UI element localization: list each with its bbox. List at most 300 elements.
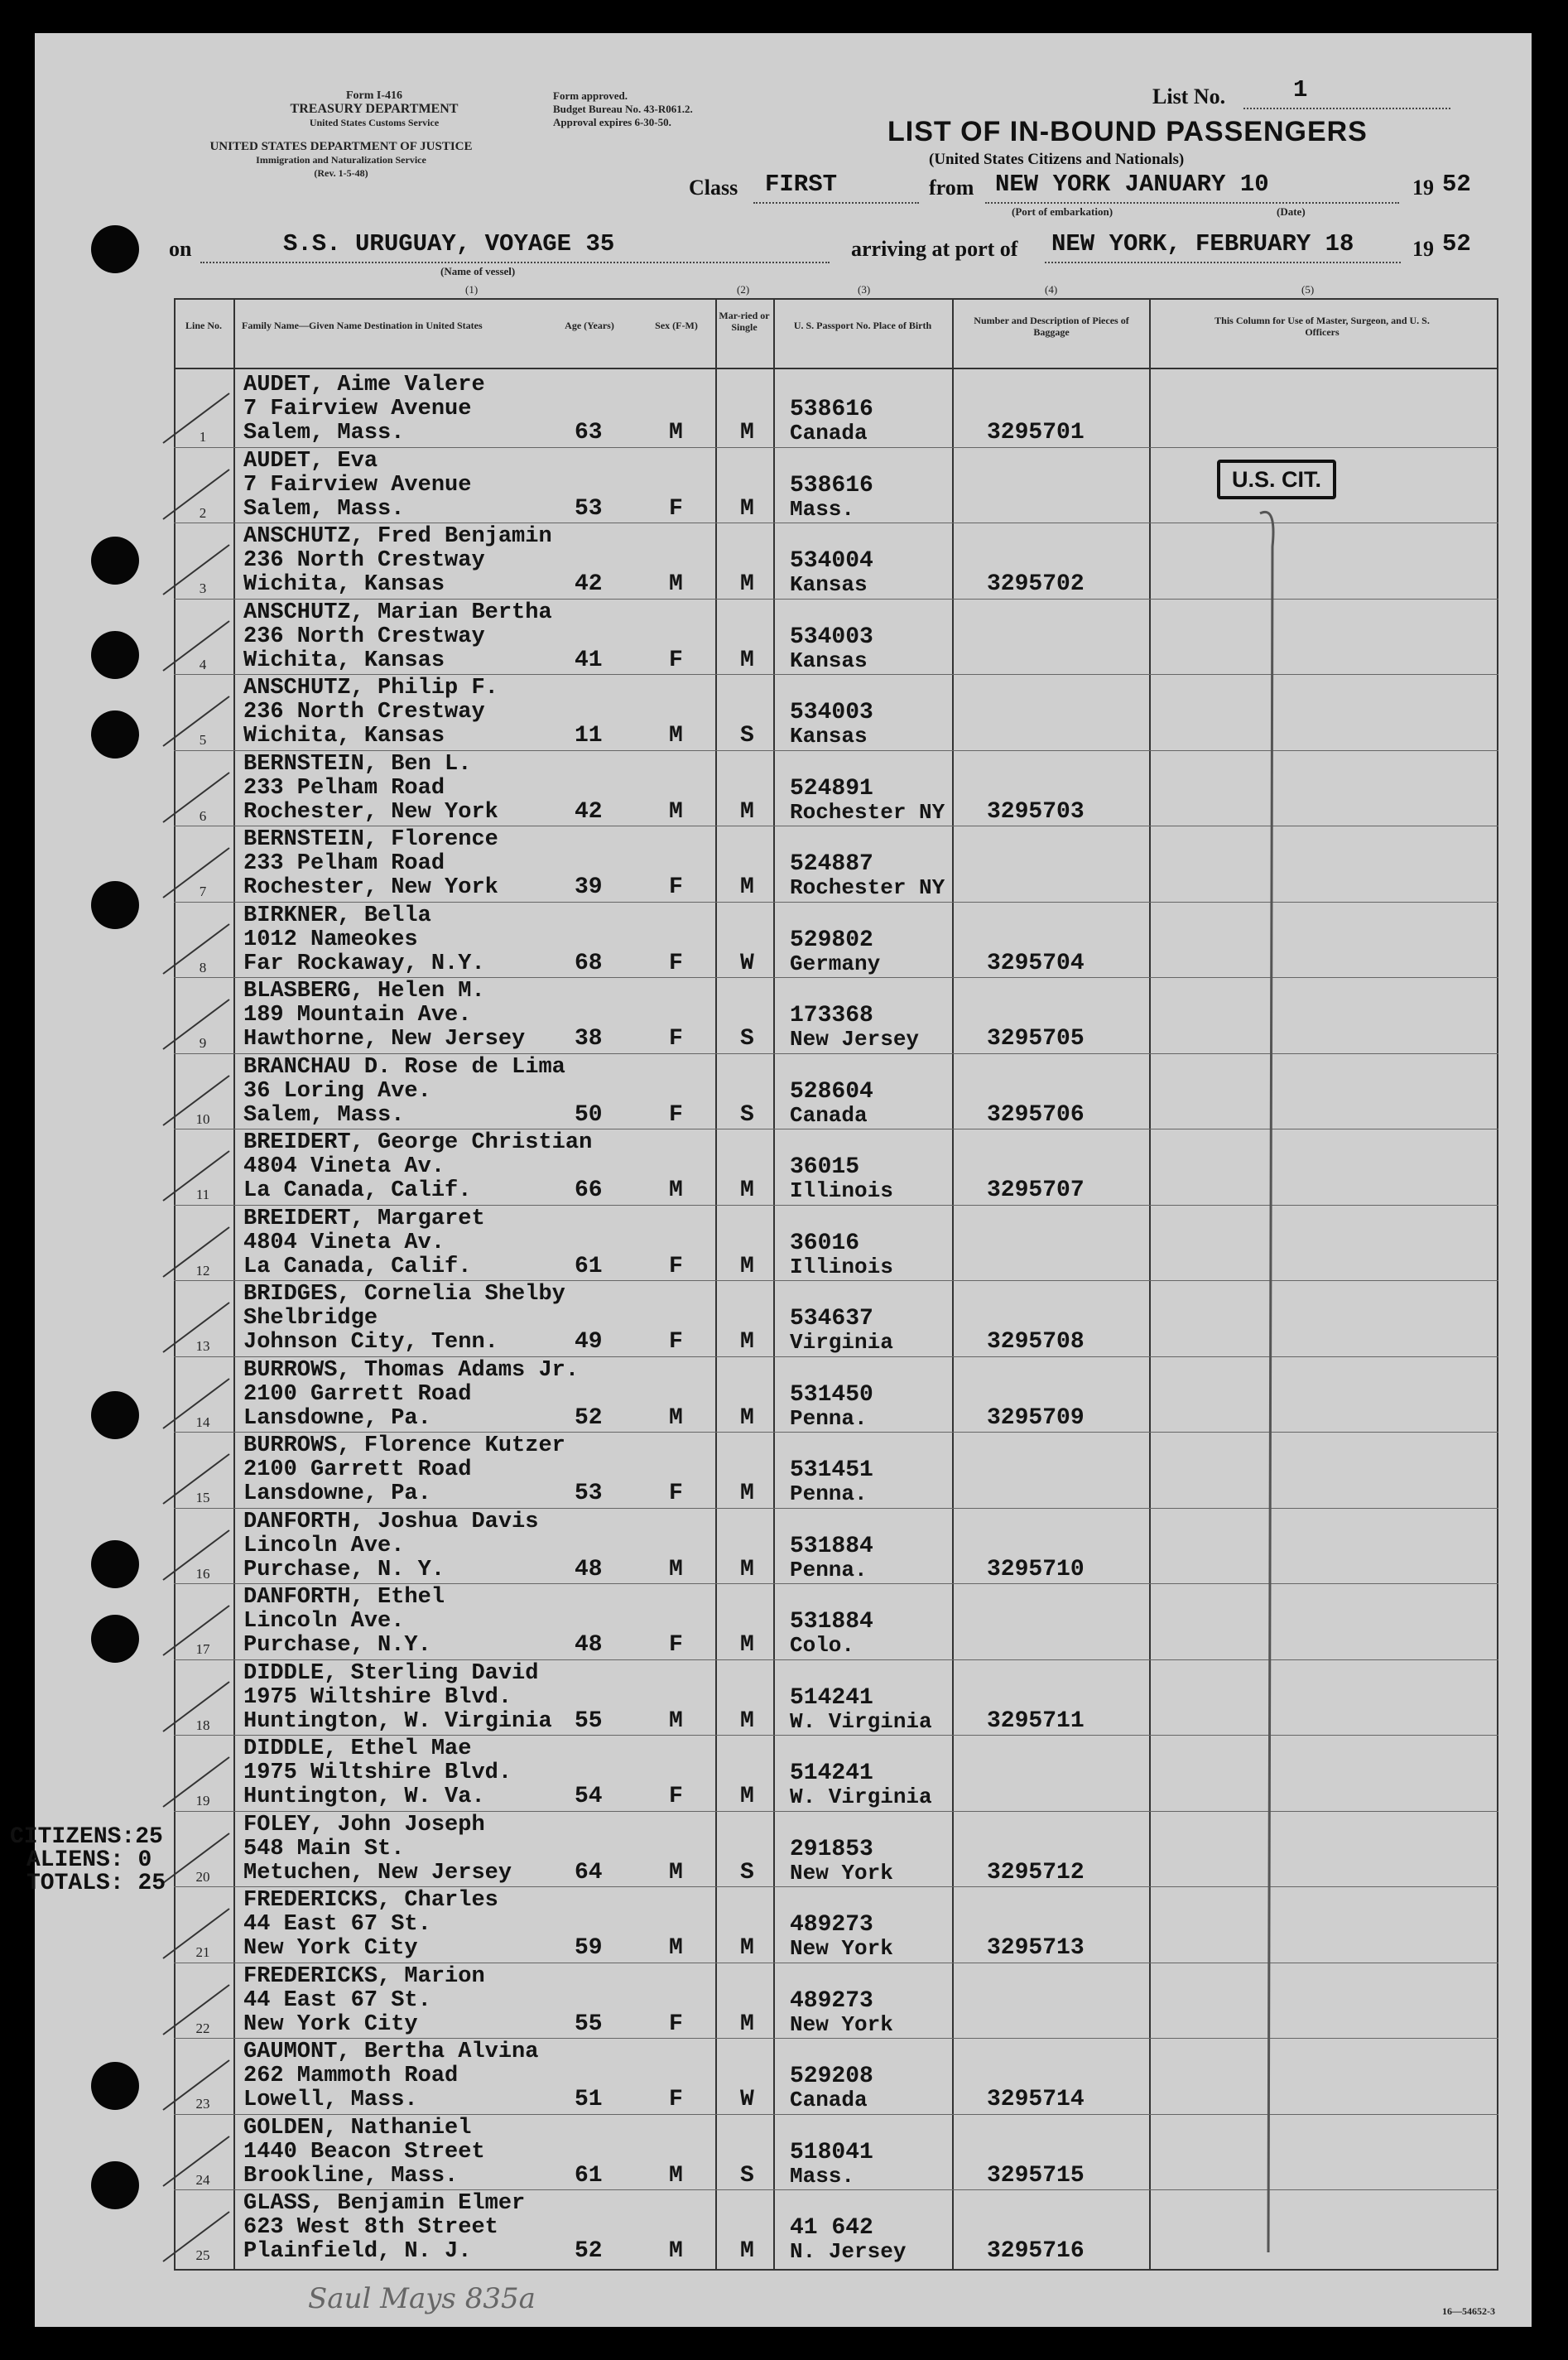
passenger-name: BREIDERT, Margaret bbox=[243, 1206, 485, 1231]
passenger-city: Wichita, Kansas bbox=[243, 724, 445, 749]
line-number: 17 bbox=[195, 1641, 210, 1657]
passenger-marital: M bbox=[740, 1784, 754, 1809]
passport-number: 36015 bbox=[790, 1154, 860, 1180]
col-header-line-no: Line No. bbox=[185, 320, 222, 331]
page-subtitle: (United States Citizens and Nationals) bbox=[929, 151, 1185, 168]
approval-expiry: Approval expires 6-30-50. bbox=[553, 116, 671, 128]
passenger-city: Brookline, Mass. bbox=[243, 2163, 459, 2189]
passenger-city: Metuchen, New Jersey bbox=[243, 1860, 512, 1886]
check-mark-icon bbox=[159, 995, 233, 1053]
passenger-marital: M bbox=[740, 1556, 754, 1582]
row-divider bbox=[174, 1811, 1498, 1812]
row-divider bbox=[174, 1659, 1498, 1660]
passenger-city: Far Rockaway, N.Y. bbox=[243, 951, 485, 976]
vessel-caption: (Name of vessel) bbox=[440, 265, 516, 277]
from-label: from bbox=[929, 176, 974, 200]
passenger-name: BREIDERT, George Christian bbox=[243, 1130, 593, 1155]
row-divider bbox=[174, 1583, 1498, 1584]
arriving-label: arriving at port of bbox=[851, 237, 1018, 261]
passenger-age: 68 bbox=[575, 950, 603, 976]
punch-hole bbox=[91, 1615, 139, 1663]
officer-check-line bbox=[1227, 497, 1293, 2269]
place-of-birth: Rochester NY bbox=[790, 875, 945, 900]
col-divider bbox=[233, 298, 235, 2271]
row-divider bbox=[174, 750, 1498, 751]
passenger-name: DANFORTH, Joshua Davis bbox=[243, 1509, 539, 1534]
passenger-address: 233 Pelham Road bbox=[243, 775, 445, 801]
passenger-marital: M bbox=[740, 1481, 754, 1506]
baggage-number: 3295714 bbox=[987, 2087, 1085, 2112]
check-mark-icon bbox=[159, 1298, 233, 1356]
passenger-city: Purchase, N. Y. bbox=[243, 1557, 445, 1582]
place-of-birth: Penna. bbox=[790, 1481, 868, 1506]
check-mark-icon bbox=[159, 1981, 233, 2039]
department-name: TREASURY DEPARTMENT bbox=[290, 102, 459, 116]
check-mark-icon bbox=[159, 1450, 233, 1508]
line-number: 21 bbox=[195, 1944, 210, 1960]
row-divider bbox=[174, 599, 1498, 600]
passport-number: 531451 bbox=[790, 1457, 873, 1483]
table-bottom-border bbox=[174, 2269, 1498, 2271]
handwritten-signature: Saul Mays 835a bbox=[308, 2282, 536, 2315]
passenger-age: 59 bbox=[575, 1935, 603, 1961]
passport-number: 524891 bbox=[790, 775, 873, 802]
passport-number: 41 642 bbox=[790, 2215, 873, 2241]
year-prefix: 19 bbox=[1412, 176, 1434, 200]
row-divider bbox=[174, 1432, 1498, 1433]
col-header-baggage: Number and Description of Pieces of Baggage bbox=[974, 315, 1129, 338]
passenger-marital: S bbox=[740, 1026, 754, 1052]
passenger-address: 236 North Crestway bbox=[243, 624, 485, 649]
table-top-border bbox=[174, 298, 1498, 300]
place-of-birth: Virginia bbox=[790, 1330, 893, 1355]
passport-number: 531884 bbox=[790, 1533, 873, 1559]
passenger-address: 189 Mountain Ave. bbox=[243, 1003, 472, 1028]
passenger-sex: F bbox=[669, 1632, 683, 1658]
baggage-number: 3295709 bbox=[987, 1404, 1085, 1431]
check-mark-icon bbox=[159, 1601, 233, 1659]
class-line bbox=[753, 202, 919, 204]
passenger-age: 52 bbox=[575, 1404, 603, 1431]
row-divider bbox=[174, 447, 1498, 448]
place-of-birth: New Jersey bbox=[790, 1027, 920, 1052]
passenger-marital: M bbox=[740, 1707, 754, 1734]
passport-number: 529208 bbox=[790, 2064, 873, 2089]
us-citizen-stamp: U.S. CIT. bbox=[1217, 460, 1336, 499]
passenger-marital: M bbox=[740, 1404, 754, 1431]
passenger-city: La Canada, Calif. bbox=[243, 1254, 472, 1279]
row-divider bbox=[174, 1508, 1498, 1509]
passenger-name: BERNSTEIN, Florence bbox=[243, 827, 498, 852]
baggage-number: 3295702 bbox=[987, 571, 1085, 597]
passenger-sex: M bbox=[669, 723, 683, 749]
col-divider bbox=[1497, 298, 1498, 2271]
punch-hole bbox=[91, 710, 139, 759]
vessel-line bbox=[200, 262, 830, 263]
passenger-sex: F bbox=[669, 1329, 683, 1355]
baggage-number: 3295703 bbox=[987, 798, 1085, 825]
col-divider bbox=[1149, 298, 1151, 2271]
passenger-address: Lincoln Ave. bbox=[243, 1609, 405, 1634]
baggage-number: 3295705 bbox=[987, 1026, 1085, 1052]
arrival-line bbox=[1045, 262, 1401, 263]
punch-hole bbox=[91, 2062, 139, 2110]
passenger-address: 7 Fairview Avenue bbox=[243, 397, 472, 421]
passenger-sex: F bbox=[669, 1784, 683, 1809]
passenger-city: Wichita, Kansas bbox=[243, 572, 445, 597]
check-mark-icon bbox=[159, 1375, 233, 1433]
passenger-address: 236 North Crestway bbox=[243, 548, 485, 573]
place-of-birth: Canada bbox=[790, 1102, 868, 1128]
passenger-city: Salem, Mass. bbox=[243, 421, 405, 446]
passenger-address: 236 North Crestway bbox=[243, 700, 485, 725]
passenger-age: 64 bbox=[575, 1859, 603, 1886]
list-no-label: List No. bbox=[1152, 84, 1226, 108]
passenger-marital: M bbox=[740, 1329, 754, 1355]
passenger-age: 53 bbox=[575, 495, 603, 522]
passenger-marital: M bbox=[740, 495, 754, 522]
passenger-address: 4804 Vineta Av. bbox=[243, 1230, 445, 1255]
check-mark-icon bbox=[159, 1829, 233, 1887]
passenger-city: Lowell, Mass. bbox=[243, 2088, 418, 2112]
footer-code: 16—54652-3 bbox=[1442, 2305, 1495, 2317]
passport-number: 291853 bbox=[790, 1836, 873, 1862]
line-number: 13 bbox=[195, 1338, 210, 1354]
passenger-city: Rochester, New York bbox=[243, 799, 498, 825]
passenger-address: Lincoln Ave. bbox=[243, 1533, 405, 1558]
col-num-5: (5) bbox=[1301, 283, 1315, 296]
passenger-age: 42 bbox=[575, 571, 603, 597]
row-divider bbox=[174, 2189, 1498, 2190]
place-of-birth: W. Virginia bbox=[790, 1784, 932, 1809]
passenger-marital: M bbox=[740, 874, 754, 900]
baggage-number: 3295712 bbox=[987, 1859, 1085, 1886]
passport-number: 534004 bbox=[790, 548, 873, 574]
check-mark-icon bbox=[159, 465, 233, 523]
passenger-address: 36 Loring Ave. bbox=[243, 1078, 431, 1104]
punch-hole bbox=[91, 1391, 139, 1439]
passenger-age: 61 bbox=[575, 1253, 603, 1279]
passenger-sex: M bbox=[669, 420, 683, 446]
place-of-birth: Germany bbox=[790, 951, 881, 976]
line-number: 19 bbox=[195, 1793, 210, 1809]
passenger-city: Salem, Mass. bbox=[243, 496, 405, 522]
citizens-total bbox=[10, 1826, 163, 1849]
list-no-line bbox=[1243, 108, 1450, 109]
passport-number: 534003 bbox=[790, 624, 873, 650]
passenger-age: 11 bbox=[575, 723, 603, 749]
form-revision: (Rev. 1-5-48) bbox=[314, 167, 368, 179]
passenger-name: ANSCHUTZ, Philip F. bbox=[243, 676, 498, 701]
passport-number: 36016 bbox=[790, 1230, 860, 1256]
passenger-sex: M bbox=[669, 1178, 683, 1203]
place-of-birth: Canada bbox=[790, 2088, 868, 2112]
line-number: 12 bbox=[195, 1262, 210, 1279]
line-number: 7 bbox=[199, 884, 207, 899]
place-of-birth: W. Virginia bbox=[790, 1708, 932, 1734]
aliens-total bbox=[26, 1849, 152, 1872]
passenger-city: New York City bbox=[243, 2011, 418, 2037]
passenger-sex: F bbox=[669, 2011, 683, 2037]
passenger-sex: F bbox=[669, 1026, 683, 1052]
row-divider bbox=[174, 1205, 1498, 1206]
form-number: Form I-416 bbox=[345, 89, 403, 102]
citizens-count: 25 bbox=[135, 1824, 163, 1850]
passenger-name: BERNSTEIN, Ben L. bbox=[243, 751, 472, 777]
passport-number: 531450 bbox=[790, 1381, 873, 1408]
passenger-age: 52 bbox=[575, 2238, 603, 2264]
passport-number: 534003 bbox=[790, 700, 873, 725]
passport-number: 524887 bbox=[790, 851, 873, 877]
passenger-sex: M bbox=[669, 1935, 683, 1961]
date-caption: (Date) bbox=[1277, 205, 1306, 218]
row-divider bbox=[174, 674, 1498, 675]
passport-number: 514241 bbox=[790, 1760, 873, 1786]
check-mark-icon bbox=[159, 2132, 233, 2190]
passenger-city: Lansdowne, Pa. bbox=[243, 1481, 431, 1506]
passenger-name: FOLEY, John Joseph bbox=[243, 1812, 485, 1837]
row-divider bbox=[174, 1886, 1498, 1887]
passport-number: 528604 bbox=[790, 1078, 873, 1105]
passenger-name: AUDET, Eva bbox=[243, 448, 378, 474]
line-number: 18 bbox=[195, 1717, 210, 1733]
passenger-address: 623 West 8th Street bbox=[243, 2215, 498, 2240]
col-num-3: (3) bbox=[858, 283, 871, 296]
table-header-border bbox=[174, 368, 1498, 369]
passenger-marital: S bbox=[740, 1859, 754, 1886]
place-of-birth: Rochester NY bbox=[790, 799, 945, 825]
passenger-name: BLASBERG, Helen M. bbox=[243, 979, 485, 1004]
vessel-value: S.S. URUGUAY, VOYAGE 35 bbox=[283, 230, 615, 258]
passport-number: 173368 bbox=[790, 1003, 873, 1028]
line-number: 9 bbox=[199, 1035, 207, 1051]
line-number: 1 bbox=[199, 429, 207, 445]
baggage-number: 3295706 bbox=[987, 1101, 1085, 1128]
check-mark-icon bbox=[159, 844, 233, 902]
check-mark-icon bbox=[159, 2056, 233, 2114]
passenger-sex: F bbox=[669, 647, 683, 673]
passport-number: 489273 bbox=[790, 1912, 873, 1938]
passenger-sex: M bbox=[669, 1707, 683, 1734]
passenger-marital: M bbox=[740, 647, 754, 673]
col-num-4: (4) bbox=[1045, 283, 1058, 296]
passenger-name: GLASS, Benjamin Elmer bbox=[243, 2191, 526, 2216]
passenger-sex: F bbox=[669, 2087, 683, 2112]
passenger-address: 2100 Garrett Road bbox=[243, 1457, 472, 1482]
place-of-birth: Penna. bbox=[790, 1557, 868, 1582]
baggage-number: 3295715 bbox=[987, 2162, 1085, 2189]
passenger-city: Johnson City, Tenn. bbox=[243, 1330, 498, 1355]
totals-label: TOTALS: bbox=[26, 1871, 124, 1896]
customs-service: United States Customs Service bbox=[309, 117, 440, 128]
place-of-birth: N. Jersey bbox=[790, 2239, 907, 2264]
check-mark-icon bbox=[159, 1678, 233, 1736]
passenger-address: 262 Mammoth Road bbox=[243, 2064, 459, 2088]
punch-hole bbox=[91, 225, 139, 273]
passenger-city: Plainfield, N. J. bbox=[243, 2239, 472, 2264]
passenger-name: DIDDLE, Ethel Mae bbox=[243, 1736, 472, 1761]
aliens-count: 0 bbox=[137, 1847, 152, 1873]
passenger-city: Hawthorne, New Jersey bbox=[243, 1027, 526, 1052]
passenger-address: 1440 Beacon Street bbox=[243, 2139, 485, 2165]
passenger-sex: F bbox=[669, 1101, 683, 1128]
check-mark-icon bbox=[159, 2208, 233, 2266]
baggage-number: 3295716 bbox=[987, 2238, 1085, 2264]
row-divider bbox=[174, 1280, 1498, 1281]
passenger-address: 44 East 67 St. bbox=[243, 1912, 431, 1937]
place-of-birth: Canada bbox=[790, 421, 868, 446]
passenger-address: 233 Pelham Road bbox=[243, 851, 445, 876]
embarkation-value: NEW YORK JANUARY 10 bbox=[995, 171, 1269, 198]
place-of-birth: Kansas bbox=[790, 572, 868, 597]
passenger-name: BIRKNER, Bella bbox=[243, 903, 431, 928]
passport-number: 489273 bbox=[790, 1987, 873, 2014]
passenger-age: 55 bbox=[575, 1707, 603, 1734]
passenger-marital: M bbox=[740, 1178, 754, 1203]
passport-number: 514241 bbox=[790, 1684, 873, 1711]
passport-number: 529802 bbox=[790, 927, 873, 953]
place-of-birth: Illinois bbox=[790, 1178, 893, 1203]
passenger-name: BURROWS, Florence Kutzer bbox=[243, 1433, 565, 1458]
row-divider bbox=[174, 977, 1498, 978]
line-number: 3 bbox=[199, 580, 207, 596]
passenger-age: 61 bbox=[575, 2162, 603, 2189]
check-mark-icon bbox=[159, 1072, 233, 1129]
baggage-number: 3295713 bbox=[987, 1935, 1085, 1961]
passenger-name: BRIDGES, Cornelia Shelby bbox=[243, 1282, 565, 1307]
line-number: 23 bbox=[195, 2096, 210, 2112]
passenger-name: ANSCHUTZ, Fred Benjamin bbox=[243, 524, 552, 549]
passenger-age: 48 bbox=[575, 1632, 603, 1658]
passenger-city: New York City bbox=[243, 1936, 418, 1961]
passenger-marital: W bbox=[740, 950, 754, 976]
line-number: 24 bbox=[195, 2171, 210, 2188]
baggage-number: 3295704 bbox=[987, 950, 1085, 976]
passenger-marital: M bbox=[740, 571, 754, 597]
passenger-age: 42 bbox=[575, 798, 603, 825]
passenger-sex: M bbox=[669, 571, 683, 597]
year-value: 52 bbox=[1442, 171, 1471, 198]
list-no-value: 1 bbox=[1293, 76, 1308, 104]
aliens-label: ALIENS: bbox=[26, 1847, 124, 1873]
place-of-birth: Kansas bbox=[790, 724, 868, 749]
passenger-name: GOLDEN, Nathaniel bbox=[243, 2115, 472, 2141]
line-number: 20 bbox=[195, 1868, 210, 1885]
row-divider bbox=[174, 902, 1498, 903]
passenger-age: 39 bbox=[575, 874, 603, 900]
punch-hole bbox=[91, 2161, 139, 2209]
col-header-age: Age (Years) bbox=[565, 320, 614, 331]
baggage-number: 3295708 bbox=[987, 1329, 1085, 1355]
col-header-married: Mar-ried or Single bbox=[719, 310, 770, 333]
passenger-address: 548 Main St. bbox=[243, 1836, 405, 1862]
row-divider bbox=[174, 1735, 1498, 1736]
col-header-name: Family Name—Given Name Destination in United States bbox=[242, 320, 483, 331]
passenger-name: ANSCHUTZ, Marian Bertha bbox=[243, 600, 552, 625]
passenger-age: 55 bbox=[575, 2011, 603, 2037]
class-label: Class bbox=[689, 176, 738, 200]
justice-department: UNITED STATES DEPARTMENT OF JUSTICE bbox=[209, 140, 473, 153]
passenger-sex: M bbox=[669, 2238, 683, 2264]
line-number: 22 bbox=[195, 2020, 210, 2036]
passenger-sex: M bbox=[669, 798, 683, 825]
place-of-birth: Mass. bbox=[790, 2163, 855, 2189]
line-number: 16 bbox=[195, 1565, 210, 1582]
place-of-birth: Penna. bbox=[790, 1405, 868, 1431]
passenger-sex: M bbox=[669, 1859, 683, 1886]
passenger-marital: M bbox=[740, 1935, 754, 1961]
passport-number: 538616 bbox=[790, 472, 873, 498]
port-caption: (Port of embarkation) bbox=[1012, 205, 1113, 218]
passenger-address: 44 East 67 St. bbox=[243, 1987, 431, 2013]
passenger-city: Purchase, N.Y. bbox=[243, 1633, 431, 1658]
passenger-city: Lansdowne, Pa. bbox=[243, 1405, 431, 1431]
arrival-year-prefix: 19 bbox=[1412, 237, 1434, 261]
passenger-address: 4804 Vineta Av. bbox=[243, 1154, 445, 1179]
passenger-city: Huntington, W. Va. bbox=[243, 1784, 485, 1809]
arrival-value: NEW YORK, FEBRUARY 18 bbox=[1051, 230, 1354, 258]
row-divider bbox=[174, 2114, 1498, 2115]
check-mark-icon bbox=[159, 541, 233, 599]
passenger-age: 48 bbox=[575, 1556, 603, 1582]
row-divider bbox=[174, 1053, 1498, 1054]
passenger-age: 66 bbox=[575, 1178, 603, 1203]
manifest-page bbox=[10, 33, 1532, 2327]
passenger-age: 41 bbox=[575, 647, 603, 673]
row-divider bbox=[174, 1356, 1498, 1357]
col-header-sex: Sex (F-M) bbox=[655, 320, 698, 331]
passenger-marital: S bbox=[740, 723, 754, 749]
passenger-sex: M bbox=[669, 1404, 683, 1431]
col-num-1: (1) bbox=[465, 283, 479, 296]
line-number: 8 bbox=[199, 959, 207, 975]
passenger-address: Shelbridge bbox=[243, 1306, 378, 1331]
page-title: LIST OF IN-BOUND PASSENGERS bbox=[887, 116, 1368, 147]
from-line bbox=[985, 202, 1399, 204]
place-of-birth: Illinois bbox=[790, 1254, 893, 1279]
passenger-city: Wichita, Kansas bbox=[243, 648, 445, 673]
punch-hole bbox=[91, 631, 139, 679]
place-of-birth: New York bbox=[790, 1860, 893, 1886]
punch-hole bbox=[91, 1540, 139, 1588]
passenger-age: 38 bbox=[575, 1026, 603, 1052]
check-mark-icon bbox=[159, 1753, 233, 1811]
passenger-name: AUDET, Aime Valere bbox=[243, 373, 485, 397]
passenger-marital: M bbox=[740, 1253, 754, 1279]
passenger-name: BRANCHAU D. Rose de Lima bbox=[243, 1054, 565, 1080]
place-of-birth: Mass. bbox=[790, 496, 855, 522]
passenger-name: FREDERICKS, Charles bbox=[243, 1888, 498, 1913]
passenger-marital: M bbox=[740, 1632, 754, 1658]
passenger-city: Huntington, W. Virginia bbox=[243, 1708, 552, 1734]
passenger-address: 1975 Wiltshire Blvd. bbox=[243, 1684, 512, 1710]
passenger-age: 50 bbox=[575, 1101, 603, 1128]
check-mark-icon bbox=[159, 920, 233, 978]
punch-hole bbox=[91, 537, 139, 585]
passenger-marital: M bbox=[740, 2238, 754, 2264]
passenger-age: 51 bbox=[575, 2087, 603, 2112]
passenger-sex: F bbox=[669, 1481, 683, 1506]
check-mark-icon bbox=[159, 1526, 233, 1584]
baggage-number: 3295710 bbox=[987, 1556, 1085, 1582]
passenger-age: 53 bbox=[575, 1481, 603, 1506]
baggage-number: 3295707 bbox=[987, 1178, 1085, 1203]
row-divider bbox=[174, 2038, 1498, 2039]
totals-count: 25 bbox=[137, 1871, 166, 1896]
class-value: FIRST bbox=[765, 171, 838, 198]
col-divider bbox=[773, 298, 775, 2271]
passenger-address: 2100 Garrett Road bbox=[243, 1381, 472, 1407]
